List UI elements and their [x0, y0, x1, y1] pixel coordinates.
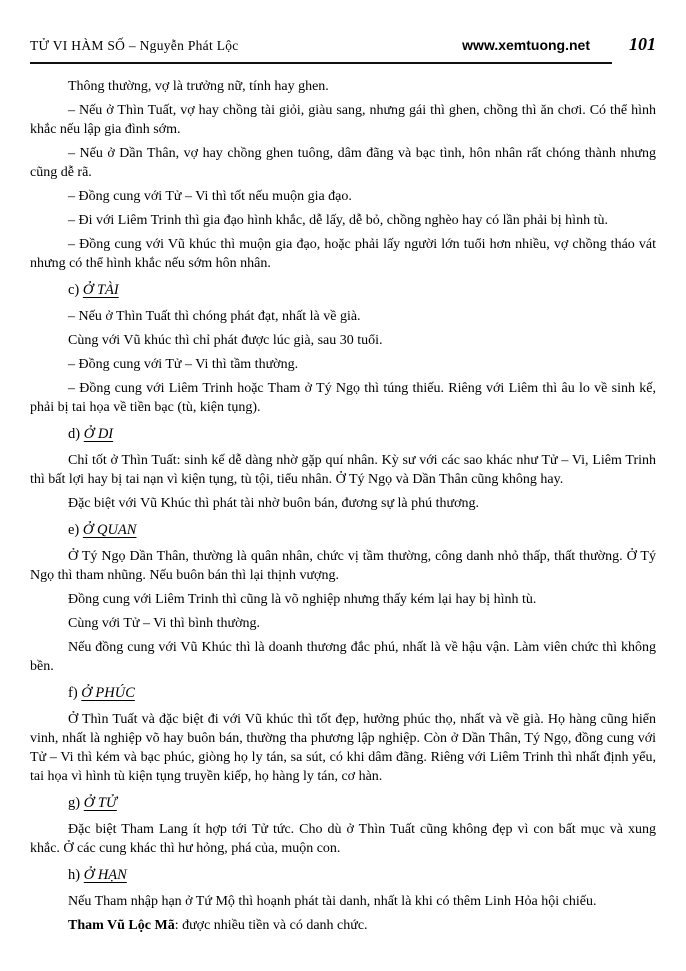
- paragraph: Thông thường, vợ là trưởng nữ, tính hay ghen.: [68, 79, 329, 94]
- paragraph: – Đồng cung với Tử – Vi thì tầm thường.: [68, 357, 299, 372]
- document-body: [30, 77, 656, 935]
- heading-title: Ở TÀI: [82, 282, 119, 298]
- heading-prefix: g): [68, 795, 84, 811]
- heading-title: Ở DI: [83, 426, 114, 442]
- paragraph: Đặc biệt Tham Lang ít hợp tới Tử tức. Cho dù ở Thìn Tuất cũng không đẹp vì con bất mục và xung khắc. Ở các cung khác thì hư hỏng, phá của, muộn con.: [30, 822, 656, 856]
- paragraph: Tham Vũ Lộc Mã: được nhiều tiền và có danh chức.: [68, 918, 368, 933]
- paragraph: – Đi với Liêm Trinh thì gia đạo hình khắc, dễ lấy, dễ bỏ, chồng nghèo hay có lần phải bị hình tù.: [68, 213, 608, 228]
- paragraph: – Nếu ở Thìn Tuất, vợ hay chồng tài giỏi, giàu sang, nhưng gái thì ghen, chồng thì ăn chơi. Có thể hình khắc nếu lập gia đình sớm.: [30, 103, 656, 137]
- paragraph: Đặc biệt với Vũ Khúc thì phát tài nhờ buôn bán, đương sự là phú thương.: [68, 496, 480, 511]
- heading-title: Ở QUAN: [82, 522, 137, 538]
- heading-prefix: e): [68, 522, 83, 538]
- page-header: [30, 34, 656, 55]
- section-heading: [30, 521, 656, 540]
- heading-prefix: d): [68, 426, 84, 442]
- paragraph: – Nếu ở Thìn Tuất thì chóng phát đạt, nhất là về già.: [68, 309, 361, 324]
- paragraph: Cùng với Tử – Vi thì bình thường.: [68, 616, 260, 631]
- paragraph: – Đồng cung với Liêm Trinh hoặc Tham ở Tý Ngọ thì túng thiếu. Riêng với Liêm thì âu lo về sinh kế, phải bị tai họa về tiền bạc (tù, kiện tụng).: [30, 381, 656, 415]
- website-text: www.xemtuong.net: [462, 37, 590, 53]
- header-divider: [30, 62, 612, 64]
- heading-title: Ở PHÚC: [81, 685, 135, 701]
- section-heading: [30, 866, 656, 885]
- section-heading: [30, 794, 656, 813]
- bold-lead: Tham Vũ Lộc Mã: [68, 918, 175, 933]
- paragraph: Nếu đồng cung với Vũ Khúc thì là doanh thương đắc phú, nhất là về hậu vận. Làm viên chức thì không bền.: [30, 640, 656, 674]
- paragraph: Cùng với Vũ khúc thì chỉ phát được lúc già, sau 30 tuổi.: [68, 333, 383, 348]
- book-title: TỬ VI HÀM SỐ – Nguyễn Phát Lộc: [30, 38, 239, 53]
- heading-title: Ở HẠN: [83, 867, 127, 883]
- paragraph: Ở Tý Ngọ Dần Thân, thường là quân nhân, chức vị tầm thường, công danh nhỏ thấp, thất thường. Ở Tý Ngọ thì tham nhũng. Nếu buôn bán thì lại thịnh vượng.: [30, 549, 656, 583]
- paragraph: Đồng cung với Liêm Trinh thì cũng là võ nghiệp nhưng thấy kém lại hay bị hình tù.: [68, 592, 537, 607]
- paragraph: Nếu Tham nhập hạn ở Tứ Mộ thì hoạnh phát tài danh, nhất là khi có thêm Linh Hỏa hội chiếu.: [68, 894, 597, 909]
- paragraph: Chỉ tốt ở Thìn Tuất: sinh kế dễ dàng nhờ gặp quí nhân. Kỳ sư với các sao khác như Tử – Vi, Liêm Trinh thì bất lợi hay bị tai nạn vì kiện tụng, tù tội, tiểu nhân. Ở Tý Ngọ và Dần Thân cũng không hay.: [30, 453, 656, 487]
- paragraph: Ở Thìn Tuất và đặc biệt đi với Vũ khúc thì tốt đẹp, hưởng phúc thọ, nhất và về già. Họ hàng cũng hiển vinh, nhất là nghiệp võ hay buôn bán, thường tha phương lập nghiệp. Còn ở Dần Thân, Tý Ngọ, đồng cung với Tử – Vi thì kém và bạc phúc, giòng họ ly tán, sa sút, có khi dâm đãng. Riêng với Liêm Trinh thì nhất định yểu, tai họa vì hình tù kiện tụng truyền kiếp, họ hàng ly tán, cơ hàn.: [30, 712, 656, 784]
- page-number: 101: [629, 34, 656, 54]
- heading-prefix: f): [68, 685, 82, 701]
- heading-prefix: c): [68, 282, 83, 298]
- paragraph: – Đồng cung với Tử – Vi thì tốt nếu muộn gia đạo.: [68, 189, 352, 204]
- paragraph: – Đồng cung với Vũ khúc thì muộn gia đạo, hoặc phải lấy người lớn tuổi hơn nhiều, vợ chồng tháo vát nhưng có thể hình khắc nếu sớm hôn nhân.: [30, 237, 656, 271]
- section-heading: [30, 684, 656, 703]
- section-heading: [30, 281, 656, 300]
- section-heading: [30, 425, 656, 444]
- heading-title: Ở TỬ: [83, 795, 117, 811]
- paragraph: – Nếu ở Dần Thân, vợ hay chồng ghen tuông, dâm đãng và bạc tình, hôn nhân rất chóng thành nhưng cũng dễ rã.: [30, 146, 656, 180]
- heading-prefix: h): [68, 867, 84, 883]
